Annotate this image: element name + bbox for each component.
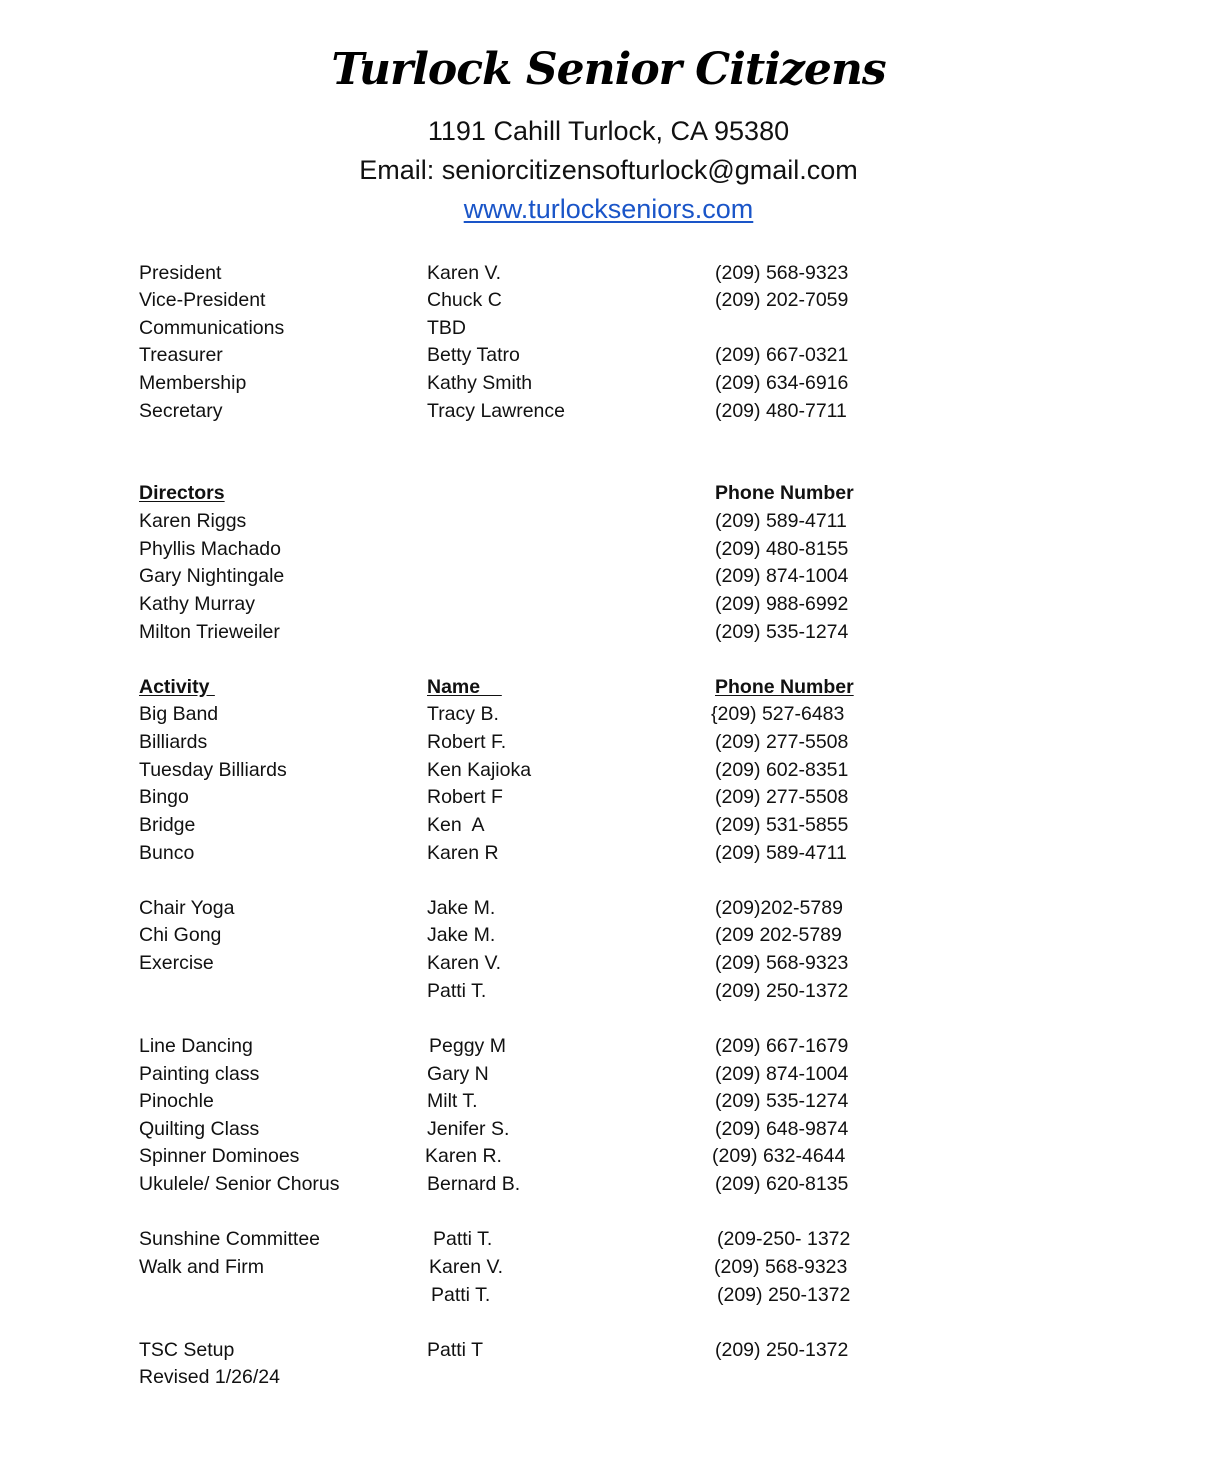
activity-name: Billiards — [139, 731, 208, 753]
director-row — [0, 507, 1217, 535]
activity-name: Bunco — [139, 842, 195, 864]
activity-phone: (209) 648-9874 — [715, 1118, 849, 1140]
activity-phone: (209-250- 1372 — [717, 1228, 851, 1250]
director-row — [0, 562, 1217, 590]
activity-name: Exercise — [139, 952, 214, 974]
activity-contact: Patti T. — [427, 980, 487, 1002]
activity-contact: Jenifer S. — [427, 1118, 510, 1140]
activity-row — [0, 839, 1217, 867]
activity-name: Walk and Firm — [139, 1256, 264, 1278]
activity-name: Ukulele/ Senior Chorus — [139, 1173, 340, 1195]
activity-contact: Karen V. — [429, 1256, 504, 1278]
activity-contact: Patti T. — [433, 1228, 493, 1250]
email-line: Email: seniorcitizensofturlock@gmail.com — [359, 155, 858, 185]
activity-contact: Patti T. — [431, 1284, 491, 1306]
activity-phone: (209) 568-9323 — [714, 1256, 848, 1278]
officer-role: President — [139, 262, 222, 284]
activity-contact: Karen R — [427, 842, 499, 864]
director-row — [0, 590, 1217, 618]
name-heading: Name — [427, 676, 502, 698]
activity-name: Big Band — [139, 703, 219, 725]
officer-row — [0, 286, 1217, 314]
officer-name: Betty Tatro — [427, 344, 520, 366]
director-phone: (209) 988-6992 — [715, 593, 849, 615]
activity-phone: (209) 874-1004 — [715, 1063, 849, 1085]
officer-phone: (209) 480-7711 — [715, 400, 847, 422]
activity-phone: (209 202-5789 — [715, 924, 842, 946]
activity-phone: (209) 277-5508 — [715, 786, 849, 808]
directors-heading: Directors — [139, 482, 225, 504]
activity-contact: Jake M. — [427, 924, 496, 946]
activity-name: Line Dancing — [139, 1035, 253, 1057]
document-title: Turlock Senior Citizens — [331, 44, 886, 95]
officer-role: Treasurer — [139, 344, 223, 366]
activity-contact: Gary N — [427, 1063, 489, 1085]
activity-row — [0, 949, 1217, 977]
activity-row — [0, 1336, 1217, 1364]
officer-row — [0, 314, 1217, 342]
activity-name: Painting class — [139, 1063, 260, 1085]
activity-phone: (209) 667-1679 — [715, 1035, 849, 1057]
activity-row — [0, 894, 1217, 922]
director-phone: (209) 535-1274 — [715, 621, 849, 643]
director-name: Kathy Murray — [139, 593, 255, 615]
activity-contact: Ken A — [427, 814, 485, 836]
activity-row — [0, 921, 1217, 949]
activity-row — [0, 756, 1217, 784]
activity-row — [0, 1170, 1217, 1198]
activity-row — [0, 1032, 1217, 1060]
activity-phone: (209)202-5789 — [715, 897, 843, 919]
activity-name: Chi Gong — [139, 924, 222, 946]
activity-row — [0, 1253, 1217, 1281]
activity-name: Bingo — [139, 786, 189, 808]
activity-row — [0, 1115, 1217, 1143]
activity-row — [0, 1281, 1217, 1309]
directors-header-row — [0, 479, 1217, 507]
website-link[interactable]: www.turlockseniors.com — [463, 194, 754, 224]
directors-phone-heading: Phone Number — [715, 482, 854, 504]
activity-phone: (209) 250-1372 — [717, 1284, 851, 1306]
activity-phone: {209) 527-6483 — [711, 703, 845, 725]
activity-name: Tuesday Billiards — [139, 759, 287, 781]
revised-date: Revised 1/26/24 — [139, 1366, 280, 1388]
activity-contact: Bernard B. — [427, 1173, 521, 1195]
officer-phone: (209) 202-7059 — [715, 289, 849, 311]
activity-phone: (209) 568-9323 — [715, 952, 849, 974]
phone-heading: Phone Number — [715, 676, 854, 698]
activity-name: Chair Yoga — [139, 897, 235, 919]
officer-name: Chuck C — [427, 289, 502, 311]
activity-row — [0, 1060, 1217, 1088]
director-row — [0, 535, 1217, 563]
officer-name: Karen V. — [427, 262, 502, 284]
activity-contact: Robert F — [427, 786, 503, 808]
activity-name: Quilting Class — [139, 1118, 260, 1140]
activity-row — [0, 1142, 1217, 1170]
director-phone: (209) 480-8155 — [715, 538, 849, 560]
director-name: Karen Riggs — [139, 510, 247, 532]
activity-name: Bridge — [139, 814, 196, 836]
activity-name: Sunshine Committee — [139, 1228, 321, 1250]
director-row — [0, 618, 1217, 646]
director-name: Gary Nightingale — [139, 565, 285, 587]
officer-phone: (209) 568-9323 — [715, 262, 849, 284]
activity-phone: (209) 535-1274 — [715, 1090, 849, 1112]
activity-row — [0, 728, 1217, 756]
activity-heading: Activity — [139, 676, 215, 698]
officer-name: TBD — [427, 317, 466, 339]
website-line — [0, 194, 1217, 225]
director-phone: (209) 589-4711 — [715, 510, 847, 532]
director-phone: (209) 874-1004 — [715, 565, 849, 587]
officer-name: Kathy Smith — [427, 372, 533, 394]
activity-row — [0, 1225, 1217, 1253]
activity-name: Spinner Dominoes — [139, 1145, 300, 1167]
officer-role: Secretary — [139, 400, 223, 422]
officer-role: Membership — [139, 372, 247, 394]
activity-phone: (209) 589-4711 — [715, 842, 847, 864]
activity-row — [0, 783, 1217, 811]
activity-row — [0, 977, 1217, 1005]
activity-phone: (209) 632-4644 — [712, 1145, 846, 1167]
officer-role: Vice-President — [139, 289, 266, 311]
activity-contact: Tracy B. — [427, 703, 499, 725]
activity-row — [0, 700, 1217, 728]
activity-row — [0, 1087, 1217, 1115]
activity-phone: (209) 277-5508 — [715, 731, 849, 753]
activity-contact: Milt T. — [427, 1090, 478, 1112]
activity-name: TSC Setup — [139, 1339, 235, 1361]
officer-name: Tracy Lawrence — [427, 400, 565, 422]
activities-header-row — [0, 673, 1217, 701]
activity-phone: (209) 531-5855 — [715, 814, 849, 836]
activity-contact: Ken Kajioka — [427, 759, 532, 781]
activity-phone: (209) 620-8135 — [715, 1173, 849, 1195]
activity-contact: Karen V. — [427, 952, 502, 974]
officer-phone: (209) 667-0321 — [715, 344, 849, 366]
activity-phone: (209) 602-8351 — [715, 759, 849, 781]
officer-row — [0, 341, 1217, 369]
activity-contact: Patti T — [427, 1339, 483, 1361]
activity-phone: (209) 250-1372 — [715, 980, 849, 1002]
director-name: Milton Trieweiler — [139, 621, 280, 643]
officer-row — [0, 259, 1217, 287]
activity-contact: Peggy M — [429, 1035, 506, 1057]
officer-phone: (209) 634-6916 — [715, 372, 849, 394]
revised-row — [0, 1363, 1217, 1391]
activity-row — [0, 811, 1217, 839]
activity-phone: (209) 250-1372 — [715, 1339, 849, 1361]
activity-contact: Robert F. — [427, 731, 507, 753]
address-line: 1191 Cahill Turlock, CA 95380 — [427, 116, 790, 146]
activity-name: Pinochle — [139, 1090, 214, 1112]
activity-contact: Karen R. — [425, 1145, 502, 1167]
officer-role: Communications — [139, 317, 285, 339]
director-name: Phyllis Machado — [139, 538, 281, 560]
activity-contact: Jake M. — [427, 897, 496, 919]
officer-row — [0, 397, 1217, 425]
officer-row — [0, 369, 1217, 397]
